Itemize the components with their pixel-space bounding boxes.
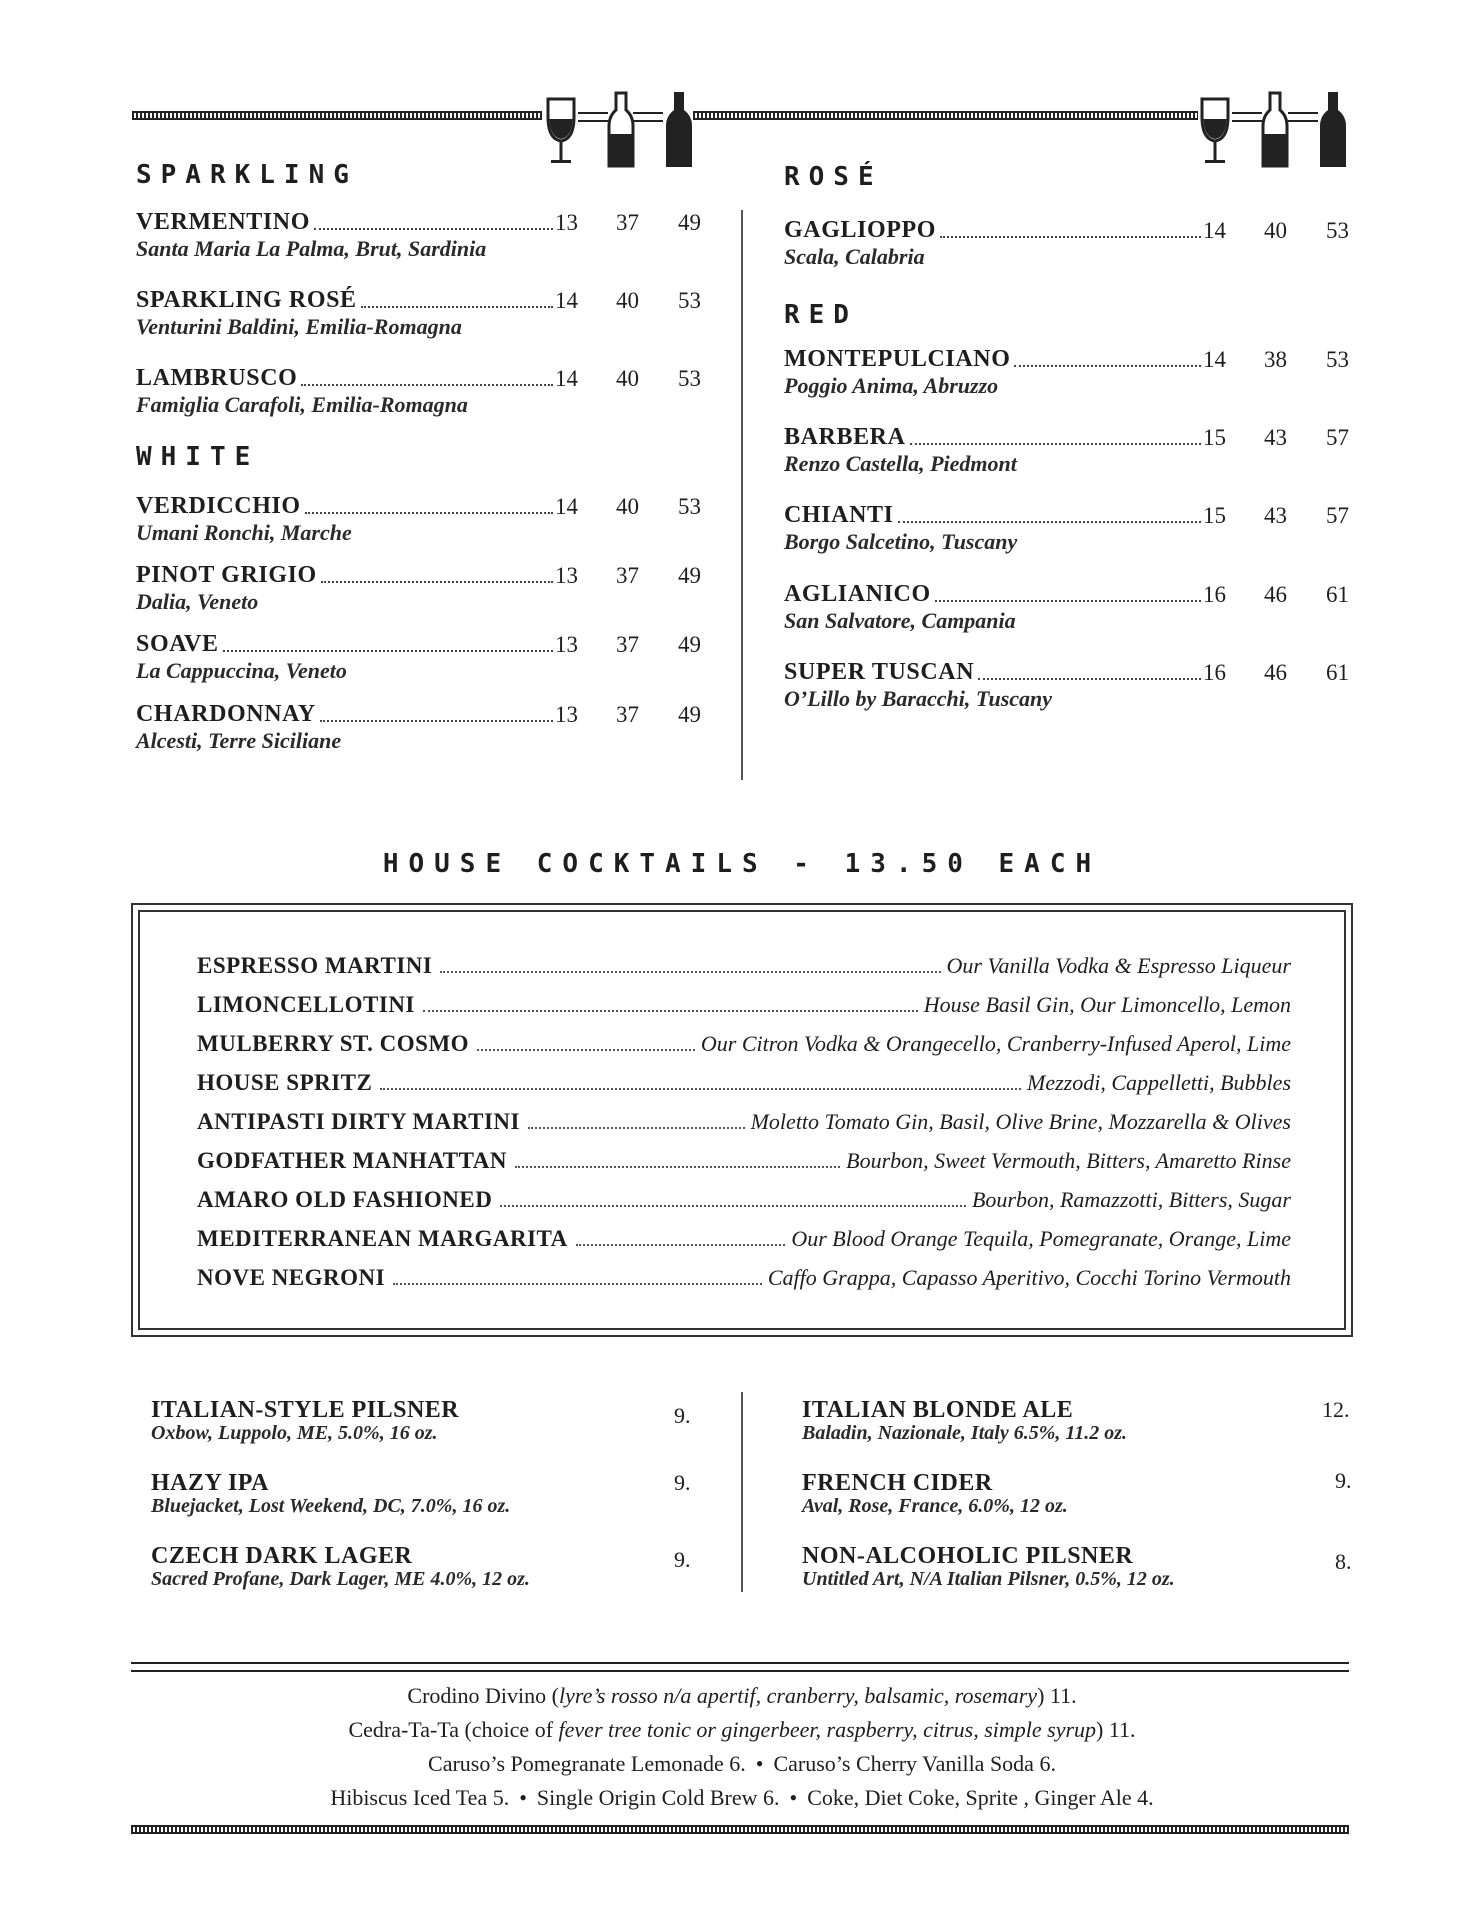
header-rule-left: [132, 111, 542, 120]
beer-price: 8.: [1335, 1549, 1352, 1574]
cocktail-item: HOUSE SPRITZ Mezzodi, Cappelletti, Bubbles: [197, 1070, 1291, 1095]
wine-item-vermentino: VERMENTINO 13 37 49 Santa Maria La Palma, Brut, Sardinia: [136, 209, 701, 261]
beer-item: NON-ALCOHOLIC PILSNER Untitled Art, N/A Italian Pilsner, 0.5%, 12 oz.: [802, 1543, 1175, 1590]
beer-price: 9.: [674, 1547, 691, 1572]
column-divider: [741, 210, 743, 780]
wine-item-montepulciano: MONTEPULCIANO 14 38 53 Poggio Anima, Abruzzo: [784, 346, 1349, 398]
wine-item-chianti: CHIANTI 15 43 57 Borgo Salcetino, Tuscany: [784, 502, 1349, 554]
na-drinks-line-3: Caruso’s Pomegranate Lemonade 6. • Caruso’s Cherry Vanilla Soda 6.: [428, 1751, 1056, 1776]
header-connector: [578, 112, 608, 122]
section-title-sparkling: SPARKLING: [136, 160, 358, 190]
cocktail-item: MULBERRY ST. COSMO Our Citron Vodka & Orangecello, Cranberry-Infused Aperol, Lime: [197, 1031, 1291, 1056]
wine-glass-icon: [544, 95, 578, 167]
wine-item-soave: SOAVE 13 37 49 La Cappuccina, Veneto: [136, 631, 701, 683]
wine-bottle-icon: [1260, 90, 1290, 168]
wine-bottle-icon: [664, 90, 694, 168]
section-title-rose: ROSÉ: [784, 162, 883, 192]
wine-item-sparkling-rose: SPARKLING ROSÉ 14 40 53 Venturini Baldini, Emilia-Romagna: [136, 287, 701, 339]
cocktail-item: MEDITERRANEAN MARGARITA Our Blood Orange Tequila, Pomegranate, Orange, Lime: [197, 1226, 1291, 1251]
beer-column-divider: [741, 1392, 743, 1592]
cocktail-item: ESPRESSO MARTINI Our Vanilla Vodka & Espresso Liqueur: [197, 953, 1291, 978]
beer-item: CZECH DARK LAGER Sacred Profane, Dark Lager, ME 4.0%, 12 oz.: [151, 1543, 530, 1590]
beer-price: 9.: [674, 1470, 691, 1495]
beer-item: FRENCH CIDER Aval, Rose, France, 6.0%, 12 oz.: [802, 1470, 1068, 1517]
wine-item-pinot-grigio: PINOT GRIGIO 13 37 49 Dalia, Veneto: [136, 562, 701, 614]
beer-price: 12.: [1322, 1397, 1350, 1422]
cocktail-item: NOVE NEGRONI Caffo Grappa, Capasso Aperitivo, Cocchi Torino Vermouth: [197, 1265, 1291, 1290]
cocktail-item: ANTIPASTI DIRTY MARTINI Moletto Tomato Gin, Basil, Olive Brine, Mozzarella & Olives: [197, 1109, 1291, 1134]
wine-item-verdicchio: VERDICCHIO 14 40 53 Umani Ronchi, Marche: [136, 493, 701, 545]
beer-item: ITALIAN BLONDE ALE Baladin, Nazionale, Italy 6.5%, 11.2 oz.: [802, 1397, 1128, 1444]
na-drink-cedra: Cedra-Ta-Ta (choice of fever tree tonic or gingerbeer, raspberry, citrus, simple syrup) 11.: [348, 1717, 1136, 1742]
wine-glass-icon: [1198, 95, 1232, 167]
wine-item-gaglioppo: GAGLIOPPO 14 40 53 Scala, Calabria: [784, 217, 1349, 269]
header-connector: [1232, 112, 1262, 122]
cocktail-item: GODFATHER MANHATTAN Bourbon, Sweet Vermouth, Bitters, Amaretto Rinse: [197, 1148, 1291, 1173]
wine-item-barbera: BARBERA 15 43 57 Renzo Castella, Piedmont: [784, 424, 1349, 476]
na-drinks-line-4: Hibiscus Iced Tea 5. • Single Origin Cold Brew 6. • Coke, Diet Coke, Sprite , Ginger Ale 4.: [330, 1785, 1154, 1810]
section-title-cocktails: HOUSE COCKTAILS - 13.50 EACH: [382, 849, 1102, 879]
cocktail-item: AMARO OLD FASHIONED Bourbon, Ramazzotti, Bitters, Sugar: [197, 1187, 1291, 1212]
beer-price: 9.: [674, 1403, 691, 1428]
footer-rule-top: [131, 1662, 1349, 1672]
header-connector: [633, 112, 663, 122]
header-rule-center: [693, 111, 1198, 120]
header-connector: [1288, 112, 1318, 122]
beer-item: HAZY IPA Bluejacket, Lost Weekend, DC, 7.0%, 16 oz.: [151, 1470, 511, 1517]
wine-item-super-tuscan: SUPER TUSCAN 16 46 61 O’Lillo by Baracchi, Tuscany: [784, 659, 1349, 711]
wine-item-lambrusco: LAMBRUSCO 14 40 53 Famiglia Carafoli, Emilia-Romagna: [136, 365, 701, 417]
wine-bottle-icon: [1318, 90, 1348, 168]
beer-price: 9.: [1335, 1468, 1352, 1493]
section-title-white: WHITE: [136, 442, 260, 472]
cocktail-item: LIMONCELLOTINI House Basil Gin, Our Limoncello, Lemon: [197, 992, 1291, 1017]
wine-bottle-icon: [606, 90, 636, 168]
na-drink-crodino: Crodino Divino (lyre’s rosso n/a apertif, cranberry, balsamic, rosemary) 11.: [407, 1683, 1077, 1708]
section-title-red: RED: [784, 300, 858, 330]
wine-item-aglianico: AGLIANICO 16 46 61 San Salvatore, Campania: [784, 581, 1349, 633]
beer-item: ITALIAN-STYLE PILSNER Oxbow, Luppolo, ME, 5.0%, 16 oz.: [151, 1397, 460, 1444]
wine-item-chardonnay: CHARDONNAY 13 37 49 Alcesti, Terre Siciliane: [136, 701, 701, 753]
footer-rule-bottom: [131, 1825, 1349, 1834]
